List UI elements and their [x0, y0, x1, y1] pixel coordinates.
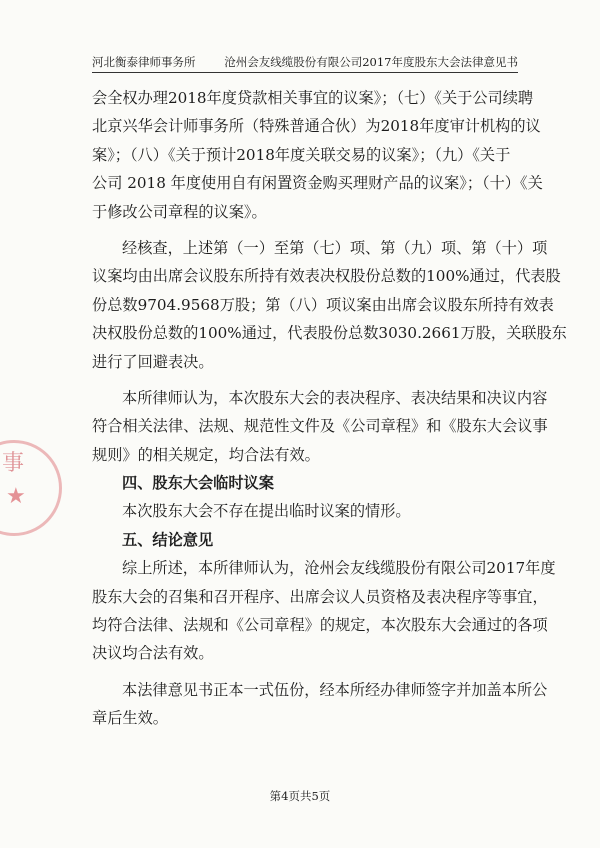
text-line: 综上所述，本所律师认为，沧州会友线缆股份有限公司2017年度 [122, 559, 556, 578]
text-line: 北京兴华会计师事务所（特殊普通合伙）为2018年度审计机构的议 [92, 117, 541, 136]
paragraph-3 [92, 384, 548, 469]
section-heading-4: 四、股东大会临时议案 [122, 474, 274, 493]
text-line: 本所律师认为，本次股东大会的表决程序、表决结果和决议内容 [122, 388, 548, 407]
text-line: 案》；（八）《关于预计2018年度关联交易的议案》；（九）《关于 [92, 145, 511, 164]
text-line: 符合相关法律、法规、规范性文件及《公司章程》和《股东大会议事 [92, 417, 548, 436]
header-document-title: 沧州会友线缆股份有限公司2017年度股东大会法律意见书 [224, 55, 518, 69]
text-line: 于修改公司章程的议案》。 [92, 202, 267, 221]
section-heading-5: 五、结论意见 [122, 530, 214, 549]
text-line: 章后生效。 [92, 709, 168, 728]
text-line: 经核查，上述第（一）至第（七）项、第（九）项、第（十）项 [122, 238, 548, 257]
page-header [92, 52, 518, 73]
paragraph-5 [92, 554, 556, 668]
paragraph-4 [92, 497, 522, 525]
paragraph-1 [92, 84, 543, 226]
text-line: 会全权办理2018年度贷款相关事宜的议案》；（七）《关于公司续聘 [92, 89, 534, 107]
text-line: 进行了回避表决。 [92, 352, 214, 371]
text-line: 均符合法律、法规和《公司章程》的规定，本次股东大会通过的各项 [92, 616, 548, 635]
paragraph-2 [92, 234, 567, 376]
seal-stamp-char: 事 [2, 451, 25, 476]
seal-star-icon: ★ [6, 484, 26, 509]
text-line: 议案均由出席会议股东所持有效表决权股份总数的100%通过，代表股 [92, 267, 561, 286]
header-firm-name: 河北衡泰律师事务所 [92, 55, 196, 69]
paragraph-6 [92, 676, 548, 733]
text-line: 决权股份总数的100%通过，代表股份总数3030.2661万股，关联股东 [92, 324, 567, 343]
text-line: 份总数9704.9568万股；第（八）项议案由出席会议股东所持有效表 [92, 295, 554, 314]
page-number: 第4页共5页 [269, 789, 331, 803]
text-line: 规则》的相关规定，均合法有效。 [92, 445, 320, 464]
document-body [92, 84, 567, 733]
text-line: 公司 2018 年度使用自有闲置资金购买理财产品的议案》；（十）《关 [92, 174, 543, 193]
text-line: 股东大会的召集和召开程序、出席会议人员资格及表决程序等事宜， [92, 587, 548, 606]
text-line: 本次股东大会不存在提出临时议案的情形。 [122, 502, 411, 521]
text-line: 决议均合法有效。 [92, 644, 214, 663]
text-line: 本法律意见书正本一式伍份，经本所经办律师签字并加盖本所公 [122, 680, 548, 699]
